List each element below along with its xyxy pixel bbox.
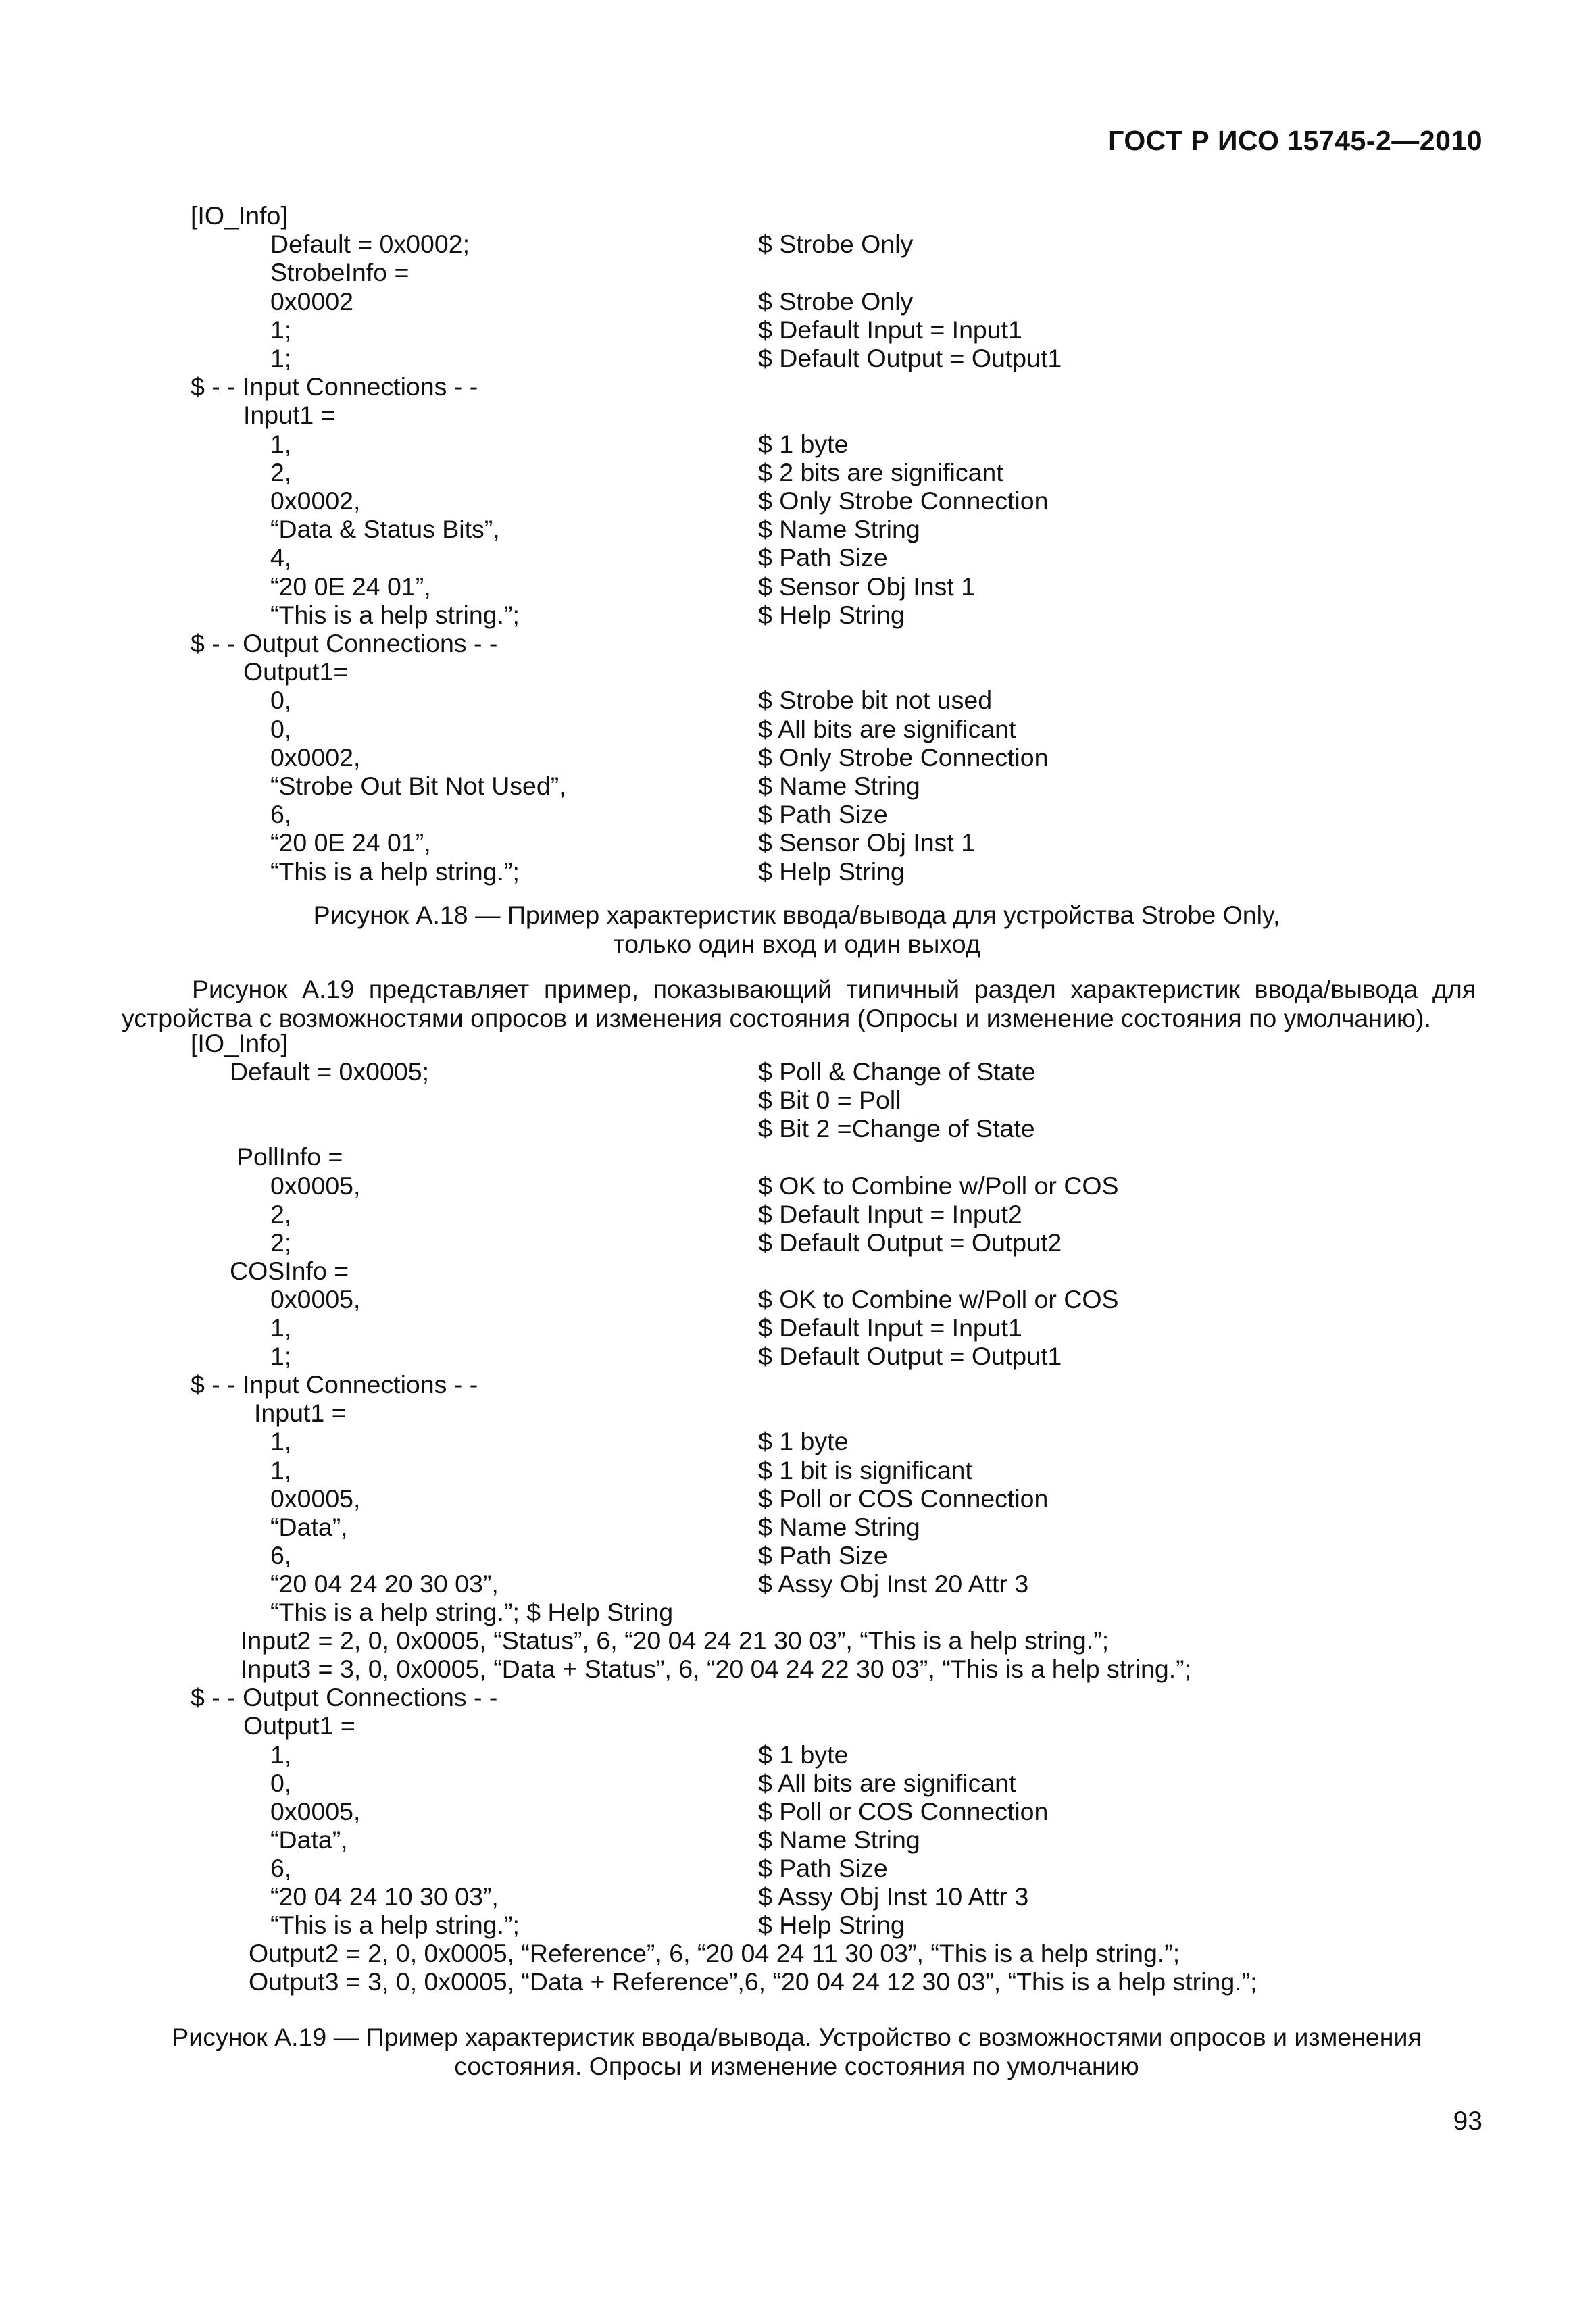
code-statement: 1; bbox=[270, 344, 292, 372]
code-line bbox=[0, 458, 1596, 487]
code-line bbox=[0, 543, 1596, 572]
code-statement: 0x0002, bbox=[270, 486, 361, 515]
code-line bbox=[0, 1911, 1596, 1940]
code-comment: $ Poll or COS Connection bbox=[758, 1484, 1049, 1513]
document-header: ГОСТ Р ИСО 15745-2—2010 bbox=[1108, 125, 1482, 156]
page-number: 93 bbox=[1453, 2107, 1482, 2136]
code-statement: $ - - Input Connections - - bbox=[191, 372, 478, 401]
code-statement: 6, bbox=[270, 800, 292, 829]
code-line bbox=[0, 287, 1596, 316]
code-line bbox=[0, 230, 1596, 259]
code-line bbox=[0, 515, 1596, 544]
caption-line: только один вход и один выход bbox=[613, 930, 980, 958]
code-line bbox=[0, 1484, 1596, 1513]
code-line bbox=[0, 1967, 1596, 1996]
code-line bbox=[0, 1427, 1596, 1456]
code-statement: 0, bbox=[270, 714, 292, 743]
code-comment: $ All bits are significant bbox=[758, 1768, 1016, 1797]
code-line bbox=[0, 1626, 1596, 1655]
code-line bbox=[0, 572, 1596, 601]
figure-caption-a18 bbox=[122, 901, 1472, 959]
code-line bbox=[0, 1513, 1596, 1542]
code-statement: Output3 = 3, 0, 0x0005, “Data + Reference”,6, “20 04 24 12 30 03”, “This is a help string.”; bbox=[249, 1967, 1257, 1996]
code-statement: 1, bbox=[270, 1455, 292, 1484]
code-comment: $ 1 byte bbox=[758, 429, 849, 458]
code-comment: $ Default Output = Output1 bbox=[758, 344, 1062, 372]
code-line bbox=[0, 686, 1596, 715]
code-statement: 2; bbox=[270, 1228, 292, 1257]
code-statement: Output2 = 2, 0, 0x0005, “Reference”, 6, “20 04 24 11 30 03”, “This is a help string.”; bbox=[249, 1939, 1180, 1968]
code-line bbox=[0, 1797, 1596, 1826]
code-statement: “This is a help string.”; bbox=[270, 857, 520, 886]
code-comment: $ Help String bbox=[758, 1911, 905, 1940]
code-comment: $ Strobe Only bbox=[758, 286, 914, 316]
code-line bbox=[0, 1939, 1596, 1968]
code-line bbox=[0, 486, 1596, 515]
code-line bbox=[0, 715, 1596, 744]
code-statement: “This is a help string.”; bbox=[270, 600, 520, 629]
code-line bbox=[0, 743, 1596, 772]
code-statement: $ - - Input Connections - - bbox=[191, 1370, 478, 1399]
code-comment: $ Only Strobe Connection bbox=[758, 486, 1049, 515]
code-comment: $ Default Input = Input2 bbox=[758, 1199, 1022, 1228]
code-comment: $ OK to Combine w/Poll or COS bbox=[758, 1171, 1119, 1200]
code-line bbox=[0, 1854, 1596, 1883]
code-statement: 1, bbox=[270, 1427, 292, 1456]
code-statement: 0, bbox=[270, 1768, 292, 1797]
code-statement: $ - - Output Connections - - bbox=[191, 1683, 498, 1712]
code-statement: Default = 0x0005; bbox=[230, 1057, 430, 1086]
code-statement: 0x0005, bbox=[270, 1796, 361, 1826]
code-comment: $ Default Input = Input1 bbox=[758, 1313, 1022, 1342]
code-line bbox=[0, 1257, 1596, 1286]
code-statement: 0x0005, bbox=[270, 1484, 361, 1513]
code-statement: COSInfo = bbox=[230, 1256, 349, 1285]
code-line bbox=[0, 772, 1596, 801]
caption-line: Рисунок А.19 — Пример характеристик ввода/вывода. Устройство с возможностями опросов и изменения bbox=[172, 2023, 1422, 2051]
code-line bbox=[0, 1711, 1596, 1740]
code-line bbox=[0, 258, 1596, 287]
code-line bbox=[0, 430, 1596, 459]
code-comment: $ Sensor Obj Inst 1 bbox=[758, 572, 976, 601]
code-line bbox=[0, 372, 1596, 401]
code-statement: “20 04 24 20 30 03”, bbox=[270, 1569, 499, 1598]
code-comment: $ Name String bbox=[758, 515, 920, 544]
code-comment: $ Help String bbox=[758, 857, 905, 886]
caption-line: Рисунок А.18 — Пример характеристик ввода/вывода для устройства Strobe Only, bbox=[313, 901, 1280, 929]
code-line bbox=[0, 629, 1596, 658]
code-statement: 4, bbox=[270, 543, 292, 572]
code-statement: “20 0E 24 01”, bbox=[270, 828, 431, 857]
code-comment: $ Path Size bbox=[758, 1853, 888, 1882]
code-statement: Output1= bbox=[243, 657, 349, 686]
code-line bbox=[0, 857, 1596, 886]
code-line bbox=[0, 1598, 1596, 1627]
code-comment: $ 1 byte bbox=[758, 1427, 849, 1456]
code-statement: 2, bbox=[270, 1199, 292, 1228]
code-statement: StrobeInfo = bbox=[270, 258, 409, 287]
figure-caption-a19 bbox=[122, 2023, 1472, 2081]
code-comment: $ Name String bbox=[758, 772, 920, 800]
code-statement: $ - - Output Connections - - bbox=[191, 629, 498, 657]
code-comment: $ Assy Obj Inst 20 Attr 3 bbox=[758, 1569, 1029, 1598]
code-comment: $ Poll & Change of State bbox=[758, 1057, 1036, 1086]
code-statement: 0x0002 bbox=[270, 286, 354, 316]
code-line bbox=[0, 316, 1596, 345]
code-line bbox=[0, 1882, 1596, 1911]
code-comment: $ Name String bbox=[758, 1825, 920, 1854]
code-comment: $ Default Output = Output1 bbox=[758, 1342, 1062, 1371]
code-line bbox=[0, 1228, 1596, 1257]
code-comment: $ 2 bits are significant bbox=[758, 457, 1003, 486]
code-line bbox=[0, 828, 1596, 857]
code-line bbox=[0, 1569, 1596, 1599]
code-line bbox=[0, 1655, 1596, 1684]
code-statement: Output1 = bbox=[243, 1711, 355, 1740]
code-statement: 1, bbox=[270, 1740, 292, 1769]
code-line bbox=[0, 1456, 1596, 1485]
code-statement: 6, bbox=[270, 1853, 292, 1882]
caption-line: состояния. Опросы и изменение состояния по умолчанию bbox=[454, 2052, 1139, 2080]
code-line bbox=[0, 1399, 1596, 1428]
code-statement: PollInfo = bbox=[236, 1142, 343, 1172]
code-statement: Default = 0x0002; bbox=[270, 230, 470, 259]
code-comment: $ Path Size bbox=[758, 1540, 888, 1569]
code-comment: $ 1 bit is significant bbox=[758, 1455, 972, 1484]
code-statement: 0x0005, bbox=[270, 1284, 361, 1313]
code-statement: 1; bbox=[270, 315, 292, 344]
code-statement: [IO_Info] bbox=[191, 201, 288, 230]
code-comment: $ Strobe bit not used bbox=[758, 686, 993, 715]
code-line bbox=[0, 1200, 1596, 1229]
code-line bbox=[0, 1740, 1596, 1769]
code-line bbox=[0, 1826, 1596, 1855]
code-line bbox=[0, 1285, 1596, 1314]
code-statement: 0, bbox=[270, 686, 292, 715]
code-line bbox=[0, 1114, 1596, 1143]
code-comment: $ Sensor Obj Inst 1 bbox=[758, 828, 976, 857]
code-line bbox=[0, 1683, 1596, 1712]
code-comment: $ Bit 0 = Poll bbox=[758, 1086, 901, 1115]
code-statement: “Data”, bbox=[270, 1512, 348, 1541]
code-line bbox=[0, 1172, 1596, 1201]
code-line bbox=[0, 201, 1596, 230]
code-comment: $ Name String bbox=[758, 1512, 920, 1541]
code-line bbox=[0, 1142, 1596, 1172]
code-statement: 1; bbox=[270, 1342, 292, 1371]
code-comment: $ Path Size bbox=[758, 800, 888, 829]
code-statement: Input1 = bbox=[254, 1399, 347, 1428]
code-statement: Input1 = bbox=[243, 401, 336, 430]
code-line bbox=[0, 1057, 1596, 1086]
code-comment: $ Bit 2 =Change of State bbox=[758, 1114, 1035, 1143]
code-line bbox=[0, 1086, 1596, 1115]
code-statement: 0x0005, bbox=[270, 1171, 361, 1200]
code-line bbox=[0, 1370, 1596, 1399]
code-line bbox=[0, 800, 1596, 829]
code-line bbox=[0, 601, 1596, 630]
code-comment: $ Poll or COS Connection bbox=[758, 1796, 1049, 1826]
code-line bbox=[0, 657, 1596, 686]
code-statement: “This is a help string.”; bbox=[270, 1911, 520, 1940]
code-statement: 6, bbox=[270, 1540, 292, 1569]
code-statement: “Data & Status Bits”, bbox=[270, 515, 500, 544]
code-statement: 1, bbox=[270, 1313, 292, 1342]
code-statement: 1, bbox=[270, 429, 292, 458]
code-line bbox=[0, 401, 1596, 430]
code-comment: $ 1 byte bbox=[758, 1740, 849, 1769]
code-statement: “20 0E 24 01”, bbox=[270, 572, 431, 601]
code-statement: Input3 = 3, 0, 0x0005, “Data + Status”, 6, “20 04 24 22 30 03”, “This is a help string.”; bbox=[241, 1655, 1192, 1684]
code-comment: $ OK to Combine w/Poll or COS bbox=[758, 1284, 1119, 1313]
code-statement: 2, bbox=[270, 457, 292, 486]
code-comment: $ Help String bbox=[758, 600, 905, 629]
code-line bbox=[0, 1029, 1596, 1058]
code-statement: Input2 = 2, 0, 0x0005, “Status”, 6, “20 04 24 21 30 03”, “This is a help string.”; bbox=[241, 1626, 1109, 1655]
code-statement: [IO_Info] bbox=[191, 1029, 288, 1057]
intro-paragraph-text: Рисунок А.19 представляет пример, показывающий типичный раздел характеристик ввода/вывода для устройства с возможностями опросов и изменения состояния (Опросы и изменение состояния по умолчанию). bbox=[122, 975, 1476, 1032]
code-comment: $ All bits are significant bbox=[758, 714, 1016, 743]
code-statement: “Strobe Out Bit Not Used”, bbox=[270, 772, 566, 800]
code-statement: “This is a help string.”; $ Help String bbox=[270, 1598, 674, 1626]
code-line bbox=[0, 1769, 1596, 1798]
code-comment: $ Strobe Only bbox=[758, 230, 914, 259]
code-statement: “20 04 24 10 30 03”, bbox=[270, 1882, 499, 1911]
code-comment: $ Path Size bbox=[758, 543, 888, 572]
code-comment: $ Only Strobe Connection bbox=[758, 743, 1049, 772]
code-comment: $ Default Input = Input1 bbox=[758, 315, 1022, 344]
code-comment: $ Assy Obj Inst 10 Attr 3 bbox=[758, 1882, 1029, 1911]
code-line bbox=[0, 1541, 1596, 1570]
code-statement: “Data”, bbox=[270, 1825, 348, 1854]
code-line bbox=[0, 1342, 1596, 1371]
code-line bbox=[0, 344, 1596, 373]
code-statement: 0x0002, bbox=[270, 743, 361, 772]
intro-paragraph bbox=[122, 975, 1476, 1033]
code-line bbox=[0, 1313, 1596, 1342]
code-comment: $ Default Output = Output2 bbox=[758, 1228, 1062, 1257]
